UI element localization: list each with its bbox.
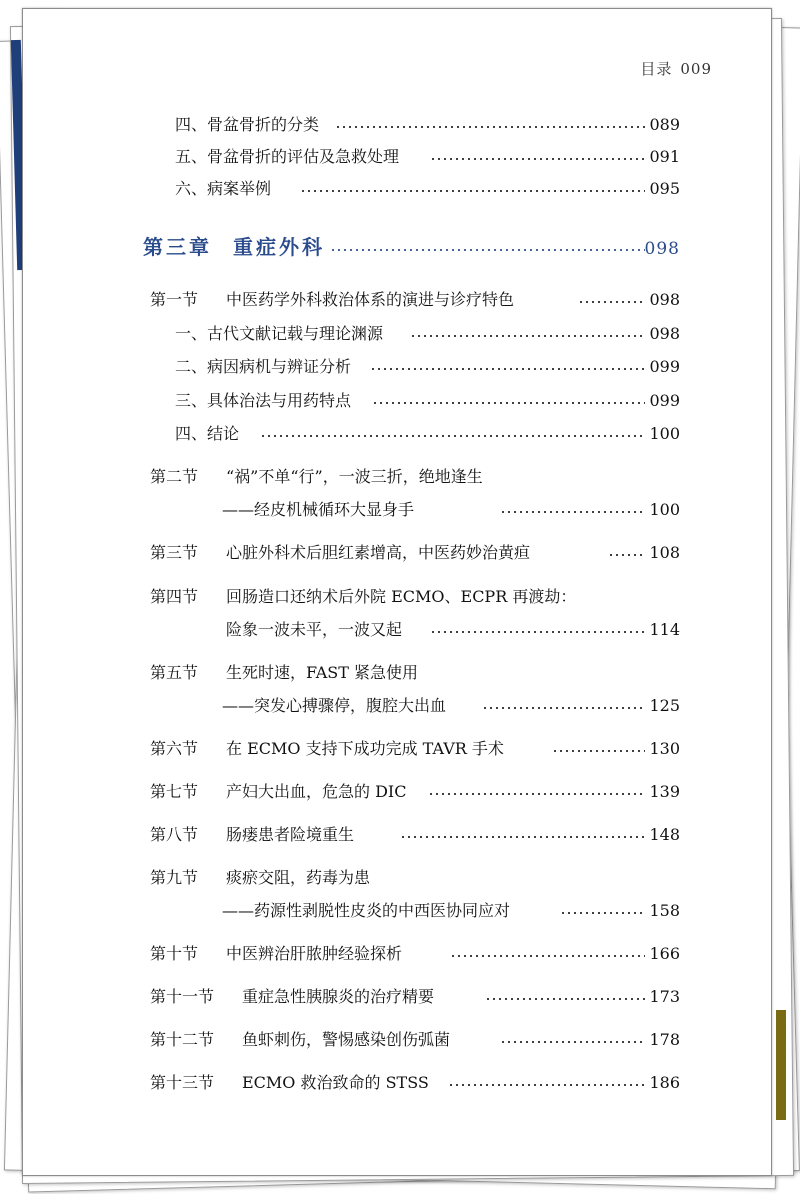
leader-dots — [482, 707, 645, 709]
leader-dots — [608, 554, 645, 556]
section-page: 166 — [649, 944, 680, 963]
section-title: 心脏外科术后胆红素增高，中医药妙治黄疸 — [226, 543, 531, 562]
leader-dots — [335, 126, 645, 128]
section-label: 第六节 — [150, 739, 199, 758]
toc-section[interactable] — [0, 1028, 800, 1052]
cover-edge-olive — [776, 1010, 786, 1120]
section-page: 186 — [649, 1073, 680, 1092]
section-title: 鱼虾刺伤，警惕感染创伤弧菌 — [242, 1030, 451, 1049]
section-label: 第十一节 — [150, 987, 215, 1006]
entry-page: 098 — [649, 324, 680, 343]
leader-dots — [260, 435, 645, 437]
section-subtitle: ——药源性剥脱性皮炎的中西医协同应对 — [222, 901, 511, 920]
chapter-title: 重症外科 — [233, 235, 325, 259]
toc-section[interactable] — [0, 737, 800, 761]
toc-section-subtitle[interactable] — [0, 899, 800, 923]
leader-dots — [330, 249, 645, 251]
chapter-page: 098 — [644, 239, 680, 259]
leader-dots — [578, 301, 645, 303]
entry-title: 五、骨盆骨折的评估及急救处理 — [175, 147, 400, 166]
entry-page: 099 — [649, 391, 680, 410]
section-label: 第八节 — [150, 825, 199, 844]
leader-dots — [450, 955, 645, 957]
leader-dots — [370, 368, 645, 370]
section-page: 125 — [649, 696, 680, 715]
entry-title: 四、骨盆骨折的分类 — [175, 115, 320, 134]
toc-section[interactable] — [0, 585, 800, 609]
section-page: 130 — [649, 739, 680, 758]
section-page: 108 — [649, 543, 680, 562]
section-page: 148 — [649, 825, 680, 844]
section-label: 第十三节 — [150, 1073, 215, 1092]
leader-dots — [552, 750, 645, 752]
section-title: ECMO 救治致命的 STSS — [242, 1073, 429, 1092]
leader-dots — [500, 1041, 645, 1043]
section-label: 第七节 — [150, 782, 199, 801]
toc-section[interactable] — [0, 661, 800, 685]
section-title: 肠瘘患者险境重生 — [226, 825, 355, 844]
section-title: 中医辨治肝脓肿经验探析 — [226, 944, 403, 963]
section-label: 第四节 — [150, 587, 199, 606]
section-label: 第一节 — [150, 290, 199, 309]
leader-dots — [560, 912, 645, 914]
entry-title: 四、结论 — [175, 424, 240, 443]
leader-dots — [400, 836, 645, 838]
toc-section[interactable] — [0, 866, 800, 890]
running-header — [640, 58, 712, 79]
section-page: 139 — [649, 782, 680, 801]
section-label: 第九节 — [150, 868, 199, 887]
leader-dots — [500, 511, 645, 513]
toc-section[interactable] — [0, 942, 800, 966]
entry-page: 100 — [649, 424, 680, 443]
section-subtitle: ——突发心搏骤停，腹腔大出血 — [222, 696, 447, 715]
leader-dots — [428, 793, 645, 795]
section-label: 第五节 — [150, 663, 199, 682]
toc-entry[interactable] — [0, 177, 800, 201]
toc-entry[interactable] — [0, 322, 800, 346]
section-title: 痰瘀交阻，药毒为患 — [226, 868, 371, 887]
leader-dots — [410, 335, 645, 337]
section-page: 173 — [649, 987, 680, 1006]
chapter-label: 第三章 — [143, 235, 212, 259]
toc-section-subtitle[interactable] — [0, 694, 800, 718]
chapter-heading[interactable] — [0, 235, 800, 263]
toc-section[interactable] — [0, 541, 800, 565]
leader-dots — [372, 402, 645, 404]
entry-page: 089 — [649, 115, 680, 134]
toc-section[interactable] — [0, 288, 800, 312]
leader-dots — [430, 158, 645, 160]
entry-title: 一、古代文献记载与理论渊源 — [175, 324, 384, 343]
entry-page: 095 — [649, 179, 680, 198]
toc-entry[interactable] — [0, 422, 800, 446]
section-label: 第二节 — [150, 467, 199, 486]
toc-entry[interactable] — [0, 355, 800, 379]
leader-dots — [430, 631, 645, 633]
section-title: 重症急性胰腺炎的治疗精要 — [242, 987, 435, 1006]
section-title: 中医药学外科救治体系的演进与诊疗特色 — [226, 290, 515, 309]
leader-dots — [448, 1084, 645, 1086]
toc-section-subtitle[interactable] — [0, 618, 800, 642]
section-page: 098 — [649, 290, 680, 309]
header-label: 目录 — [640, 60, 673, 78]
toc-entry[interactable] — [0, 145, 800, 169]
toc-entry[interactable] — [0, 113, 800, 137]
leader-dots — [485, 998, 645, 1000]
section-page: 100 — [649, 500, 680, 519]
entry-title: 二、病因病机与辨证分析 — [175, 357, 352, 376]
toc-section[interactable] — [0, 985, 800, 1009]
section-page: 114 — [649, 620, 680, 639]
section-title: 在 ECMO 支持下成功完成 TAVR 手术 — [226, 739, 504, 758]
section-page: 178 — [649, 1030, 680, 1049]
section-label: 第三节 — [150, 543, 199, 562]
section-subtitle: ——经皮机械循环大显身手 — [222, 500, 415, 519]
leader-dots — [300, 190, 645, 192]
entry-page: 099 — [649, 357, 680, 376]
section-title: 产妇大出血，危急的 DIC — [226, 782, 407, 801]
entry-title: 六、病案举例 — [175, 179, 272, 198]
toc-section[interactable] — [0, 1071, 800, 1095]
entry-title: 三、具体治法与用药特点 — [175, 391, 352, 410]
section-title: “祸”不单“行”，一波三折，绝地逢生 — [226, 467, 483, 486]
header-page-number: 009 — [680, 60, 712, 78]
section-title: 回肠造口还纳术后外院 ECMO、ECPR 再渡劫： — [226, 587, 577, 606]
toc-section[interactable] — [0, 465, 800, 489]
section-page: 158 — [649, 901, 680, 920]
section-title: 生死时速，FAST 紧急使用 — [226, 663, 418, 682]
toc-section-subtitle[interactable] — [0, 498, 800, 522]
entry-page: 091 — [649, 147, 680, 166]
section-label: 第十节 — [150, 944, 199, 963]
toc-section[interactable] — [0, 780, 800, 804]
section-label: 第十二节 — [150, 1030, 215, 1049]
toc-entry[interactable] — [0, 389, 800, 413]
toc-section[interactable] — [0, 823, 800, 847]
section-subtitle: 险象一波未平，一波又起 — [226, 620, 403, 639]
